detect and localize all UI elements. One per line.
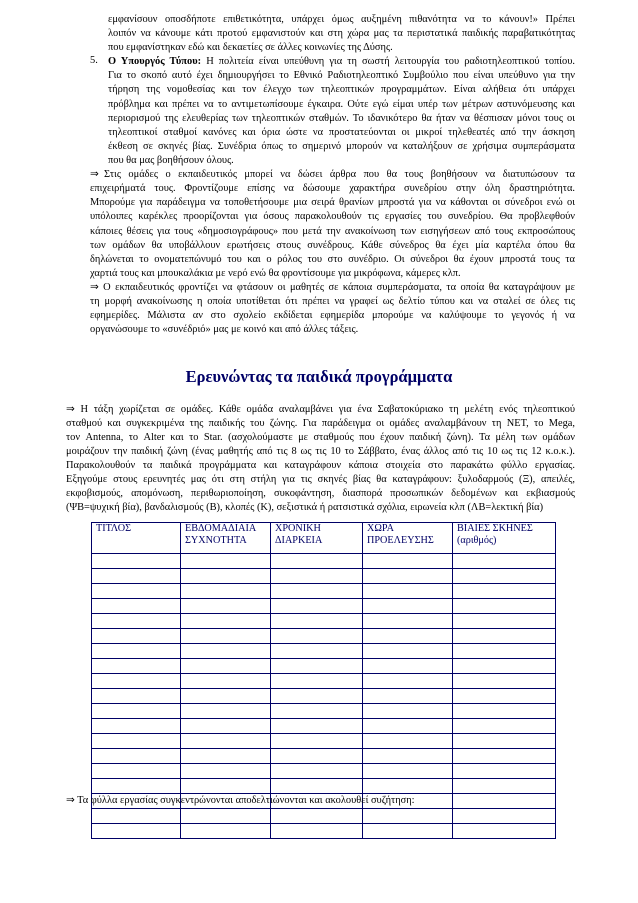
table-cell[interactable] — [181, 584, 271, 599]
table-cell[interactable] — [363, 659, 453, 674]
table-row — [92, 689, 556, 704]
table-cell[interactable] — [271, 689, 363, 704]
table-cell[interactable] — [181, 644, 271, 659]
table-cell[interactable] — [271, 674, 363, 689]
table-cell[interactable] — [363, 749, 453, 764]
text-line: Εξηγούμε στους ερευνητές μας ότι στη στήλη για τις σκηνές βίας θα καταγράφουν: ξυλοδαρμούς (Ξ), απειλές, — [66, 474, 575, 485]
text-line: ⇒ Ο εκπαιδευτικός φροντίζει να φτάσουν οι μαθητές σε κάποια συμπεράσματα, τα οποία θα καταγράψουν με — [90, 282, 575, 293]
table-cell[interactable] — [453, 599, 556, 614]
table-row — [92, 704, 556, 719]
table-row — [92, 644, 556, 659]
table-cell[interactable] — [92, 764, 181, 779]
table-cell[interactable] — [453, 629, 556, 644]
header-cell-title: ΤΙΤΛΟΣ — [92, 523, 181, 554]
table-cell[interactable] — [92, 719, 181, 734]
table-row — [92, 674, 556, 689]
speaker-label: Ο Υπουργός Τύπου: — [108, 56, 202, 67]
table-cell[interactable] — [453, 719, 556, 734]
table-cell[interactable] — [181, 659, 271, 674]
table-cell[interactable] — [92, 629, 181, 644]
table-cell[interactable] — [363, 614, 453, 629]
table-cell[interactable] — [181, 704, 271, 719]
table-cell[interactable] — [92, 659, 181, 674]
table-cell[interactable] — [363, 704, 453, 719]
table-cell[interactable] — [271, 629, 363, 644]
text-line: κάποιες θέσεις για τους «δημοσιογράφους» που μετά την ανακοίνωση των εισηγήσεων από τους εκπροσώπους — [90, 226, 575, 237]
table-row — [92, 584, 556, 599]
table-cell[interactable] — [181, 629, 271, 644]
table-cell[interactable] — [92, 809, 181, 824]
table-cell[interactable] — [181, 824, 271, 839]
table-row — [92, 764, 556, 779]
table-cell[interactable] — [271, 659, 363, 674]
table-cell[interactable] — [271, 704, 363, 719]
table-cell[interactable] — [92, 689, 181, 704]
table-cell[interactable] — [363, 779, 453, 794]
section-title: Ερευνώντας τα παιδικά προγράμματα — [185, 367, 453, 386]
table-cell[interactable] — [271, 644, 363, 659]
table-cell[interactable] — [92, 584, 181, 599]
table-cell[interactable] — [363, 599, 453, 614]
table-cell[interactable] — [181, 719, 271, 734]
table-cell[interactable] — [363, 824, 453, 839]
table-cell[interactable] — [453, 749, 556, 764]
table-cell[interactable] — [181, 809, 271, 824]
text-line: εμφανίσουν οποσδήποτε επιθετικότητα, υπάρχει όμως αυξημένη πιθανότητα να το κάνουν!» Πρέπει — [108, 14, 575, 25]
table-cell[interactable] — [181, 599, 271, 614]
text-line: μοιράζουν την παιδική ζώνη (ένας μαθητής από τις 8 ως τις 10 το Σάββατο, ένας άλλος από τις 10 ως τις 12 κ.ο.κ.). — [66, 446, 575, 457]
header-cell-violent-scenes: ΒΙΑΙΕΣ ΣΚΗΝΕΣ (αριθμός) — [453, 523, 556, 554]
table-cell[interactable] — [271, 809, 363, 824]
table-row — [92, 809, 556, 824]
text-line: σταθμού και συγκεκριμένα της παιδικής του ζώνης. Για παράδειγμα οι ομάδες αναλαμβάνουν τη NET, το Mega, — [66, 418, 575, 429]
table-cell[interactable] — [181, 749, 271, 764]
table-row — [92, 599, 556, 614]
table-cell[interactable] — [271, 584, 363, 599]
table-cell[interactable] — [453, 569, 556, 584]
text-line: λοιπόν να κάνουμε κάτι προτού εμφανιστούν και στη χώρα μας τα περιστατικά παιδικής παραβατικότητας — [108, 28, 575, 39]
table-row — [92, 779, 556, 794]
table-cell[interactable] — [92, 674, 181, 689]
table-cell[interactable] — [453, 794, 556, 809]
text-line: επιχειρήματά τους. Φροντίζουμε επίσης να δώσουμε χαρακτήρα συνεδρίου στην όλη δραστηριότητα. — [90, 183, 575, 194]
table-row — [92, 614, 556, 629]
table-row — [92, 659, 556, 674]
table-cell[interactable] — [92, 644, 181, 659]
text-line: τήρηση της νομοθεσίας και τον έλεγχο των τηλεοπτικών προγραμμάτων. Είναι αλήθεια ότι υπάρχει — [108, 84, 575, 95]
table-cell[interactable] — [453, 734, 556, 749]
table-cell[interactable] — [453, 659, 556, 674]
table-cell[interactable] — [363, 809, 453, 824]
table-cell[interactable] — [363, 629, 453, 644]
table-cell[interactable] — [92, 614, 181, 629]
table-cell[interactable] — [271, 554, 363, 569]
text-line: των ομάδων θα υποβάλλουν ερωτήσεις στους συνέδρους. Κάθε σύνεδρος θα έχει μία καρτέλα όπου θα — [90, 240, 575, 251]
text-line: τη μορφή ανακοίνωσης η οποία υποτίθεται ότι πρέπει να γραφεί ως δελτίο τύπου και να σταλεί σε όλες τις — [90, 296, 575, 307]
header-cell-duration: ΧΡΟΝΙΚΗ ΔΙΑΡΚΕΙΑ — [271, 523, 363, 554]
table-row — [92, 734, 556, 749]
table-cell[interactable] — [92, 554, 181, 569]
table-row — [92, 824, 556, 839]
table-cell[interactable] — [453, 644, 556, 659]
text-line: περιορισμού της ελευθερίας των τηλεοπτικών σταθμών. Το ιδανικότερο θα ήταν να θέσπισαν μόνοι τους οι — [108, 113, 575, 124]
table-cell[interactable] — [453, 824, 556, 839]
worksheet-table — [91, 522, 556, 839]
table-cell[interactable] — [271, 569, 363, 584]
arrow-icon: ⇒ — [90, 169, 99, 180]
text-line: Για το σκοπό αυτό έχει δημιουργήσει το Εθνικό Ραδιοτηλεοπτικό Συμβούλιο που είναι υπεύθυνο για την — [108, 70, 575, 81]
table-cell[interactable] — [92, 749, 181, 764]
table-cell[interactable] — [271, 824, 363, 839]
text-line: Μπορούμε για παράδειγμα να τοποθετήσουμε μια σειρά θρανίων μπροστά για να κάθονται οι σύνεδροι ενώ οι — [90, 197, 575, 208]
table-cell[interactable] — [271, 614, 363, 629]
table-cell[interactable] — [453, 614, 556, 629]
text-line: χαρτιά τους και μπουκαλάκια με νερό ενώ θα φροντίσουμε για μικρόφωνα, κάμερες κλπ. — [90, 268, 461, 279]
table-cell[interactable] — [453, 764, 556, 779]
table-cell[interactable] — [363, 554, 453, 569]
text-line: δηλώνεται το ονοματεπώνυμό του και ο ρόλος του στο συνέδριο. Οι σύνεδροι θα έχουν μπροστά τους τα — [90, 254, 575, 265]
table-cell[interactable] — [181, 779, 271, 794]
table-row — [92, 629, 556, 644]
table-cell[interactable] — [453, 554, 556, 569]
text-line: ⇒ Η τάξη χωρίζεται σε ομάδες. Κάθε ομάδα αναλαμβάνει για ένα Σαβατοκύριακο τη μελέτη ενός τηλεοπτικού — [66, 404, 575, 415]
table-cell[interactable] — [92, 569, 181, 584]
table-cell[interactable] — [363, 644, 453, 659]
text-line: πρόβλημα και πρέπει να το αντιμετωπίσουμε έγκαιρα. Ούτε εγώ είμαι υπέρ των μέτρων αστυνόμευσης και — [108, 99, 575, 110]
text-line: που θα μας βοηθήσουν όλους. — [108, 155, 234, 166]
table-cell[interactable] — [453, 779, 556, 794]
table-cell[interactable] — [92, 734, 181, 749]
table-cell[interactable] — [363, 689, 453, 704]
table-header-row — [92, 523, 556, 554]
table-cell[interactable] — [363, 719, 453, 734]
text-line: που εμφανίστηκαν εδώ και δεκαετίες σε άλλες κοινωνίες της Δύσης. — [108, 42, 393, 53]
table-row — [92, 749, 556, 764]
text-line: έκθεση σε σκηνές βίας. Συνέδρια όπως το σημερινό μπορούν να καταλήξουν σε χρήσιμα συμπεράσματα — [108, 141, 575, 152]
table-cell[interactable] — [271, 599, 363, 614]
table-cell[interactable] — [363, 569, 453, 584]
text-line: εφημερίδες. Μάλιστα αν στο σχολείο εκδίδεται εφημερίδα μπορούμε να καλύψουμε το γεγονός ή να — [90, 310, 575, 321]
table-cell[interactable] — [92, 824, 181, 839]
text-line: Στις ομάδες ο εκπαιδευτικός μπορεί να δώσει άρθρα που θα τους βοηθήσουν να διατυπώσουν τα — [104, 169, 575, 180]
header-cell-frequency: ΕΒΔΟΜΑΔΙΑΙΑ ΣΥΧΝΟΤΗΤΑ — [181, 523, 271, 554]
table-row — [92, 569, 556, 584]
text-line: (ΨΒ=ψυχική βία), βανδαλισμούς (Β), κλοπές (Κ), σεξιστικά ή ρατσιστικά σχόλια, ειρωνεία κλπ (ΛΒ=λεκτική βία) — [66, 502, 544, 513]
table-cell[interactable] — [181, 689, 271, 704]
table-row — [92, 554, 556, 569]
table-cell[interactable] — [271, 764, 363, 779]
table-cell[interactable] — [453, 689, 556, 704]
table-cell[interactable] — [271, 779, 363, 794]
table-cell[interactable] — [363, 734, 453, 749]
list-number: 5. — [90, 55, 98, 66]
table-cell[interactable] — [181, 734, 271, 749]
table-cell[interactable] — [363, 764, 453, 779]
item5-first-line — [108, 55, 575, 68]
table-cell[interactable] — [92, 704, 181, 719]
text-line: Η πολιτεία είναι υπεύθυνη για τη σωστή λειτουργία του ραδιοτηλεοπτικού τοπίου. — [206, 56, 575, 67]
table-cell[interactable] — [453, 584, 556, 599]
table-cell[interactable] — [271, 749, 363, 764]
table-cell[interactable] — [363, 584, 453, 599]
table-cell[interactable] — [181, 554, 271, 569]
table-cell[interactable] — [453, 809, 556, 824]
text-line: Παρακολουθούν τα παιδικά προγράμματα και καταγράφουν κάποια στοιχεία στο παρακάτω φύλλο εργασίας. — [66, 460, 575, 471]
table-cell[interactable] — [181, 674, 271, 689]
table-cell[interactable] — [181, 764, 271, 779]
table-cell[interactable] — [271, 719, 363, 734]
text-line: υπόλοιπες καρέκλες προορίζονται για όσους παρακολουθούν τις εργασίες του συνεδρίου. Θα προβλεφθούν — [90, 211, 575, 222]
table-cell[interactable] — [363, 674, 453, 689]
text-line: τηλεοπτικοί σταθμοί κανόνες και όρια ώστε να προστατεύονται οι μικροί τηλεθεατές από την άσκηση — [108, 127, 575, 138]
table-cell[interactable] — [453, 704, 556, 719]
footer-line: ⇒ Τα φύλλα εργασίας συγκεντρώνονται αποδελτιώνονται και ακολουθεί συζήτηση: — [66, 795, 415, 806]
text-line: εκφοβισμούς, απομόνωση, περιθωριοποίηση, συκοφάντηση, διασπορά προσωπικών δεδομένων και εκβιασμούς — [66, 488, 575, 499]
table-cell[interactable] — [92, 779, 181, 794]
table-cell[interactable] — [92, 599, 181, 614]
table-cell[interactable] — [271, 734, 363, 749]
text-line: τον Antenna, το Alter και το Star. (ασχολούμαστε με σταθμούς που έχουν παιδική ζώνη). Τα μέλη των ομάδων — [66, 432, 575, 443]
text-line: οργανώσουμε το «συνέδριό» μας με κοινό και από άλλες τάξεις. — [90, 324, 359, 335]
header-cell-country: ΧΩΡΑ ΠΡΟΕΛΕΥΣΗΣ — [363, 523, 453, 554]
table-row — [92, 719, 556, 734]
table-cell[interactable] — [181, 614, 271, 629]
table-cell[interactable] — [181, 569, 271, 584]
table-cell[interactable] — [453, 674, 556, 689]
